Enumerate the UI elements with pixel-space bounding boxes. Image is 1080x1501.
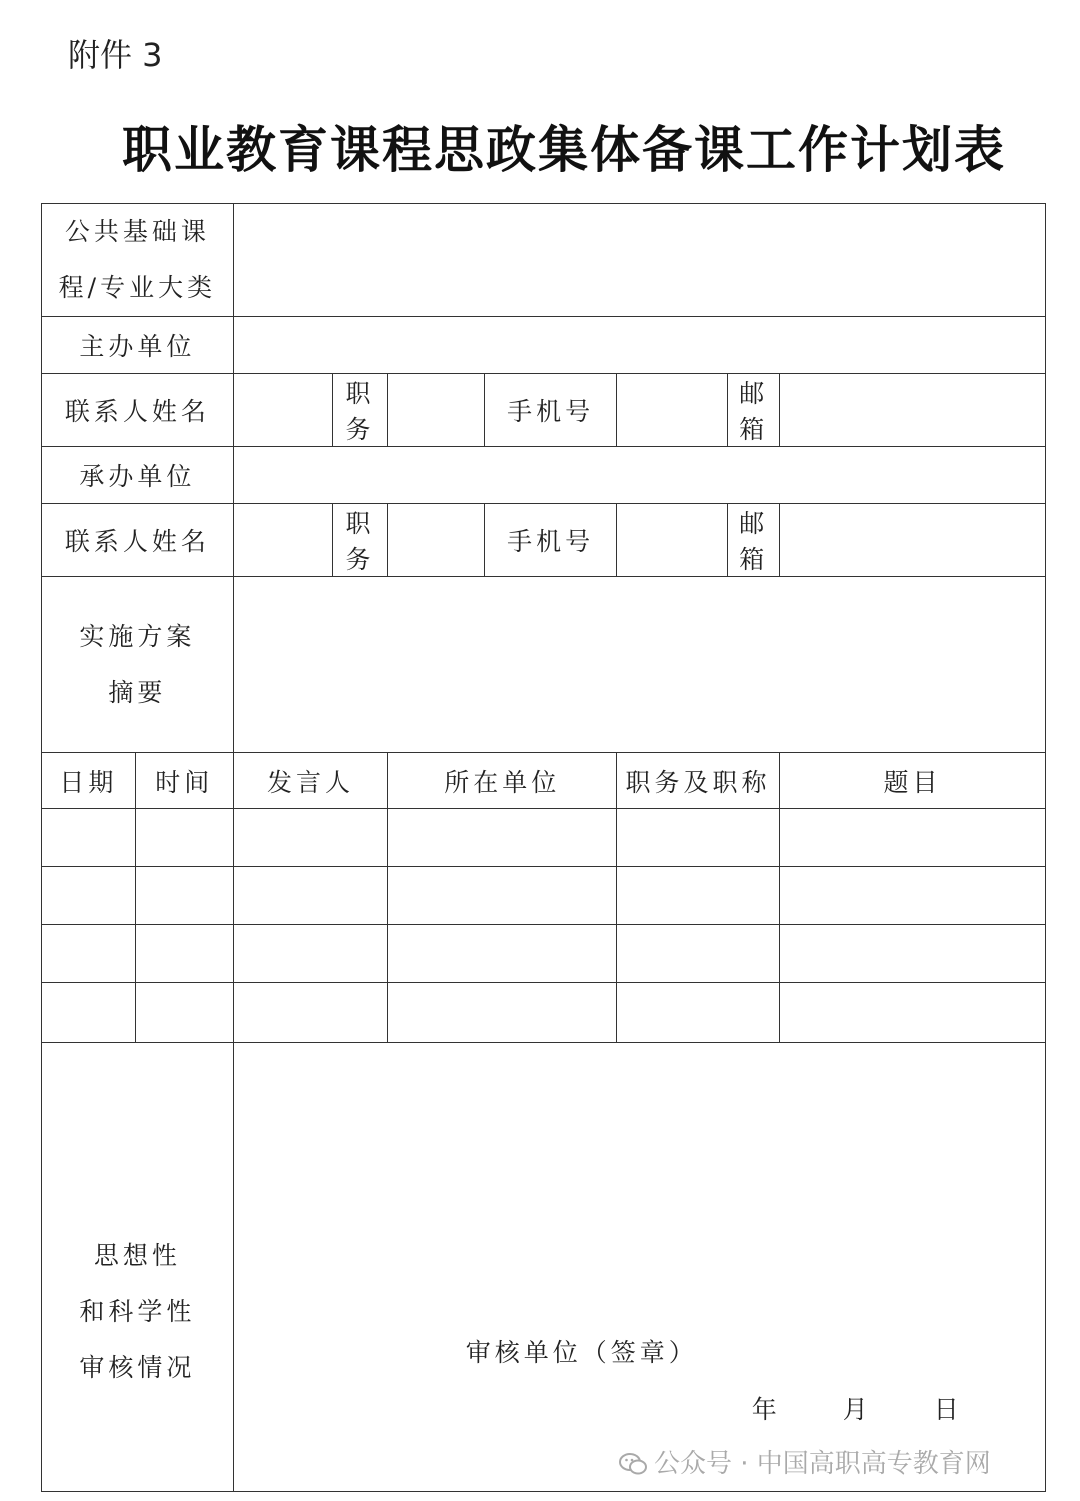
- course-category-label-line2: 程/专业大类: [58, 273, 217, 302]
- schedule-cell[interactable]: [388, 809, 617, 867]
- watermark-text: 公众号 · 中国高职高专教育网: [654, 1449, 991, 1479]
- plan-summary-label-line2: 摘要: [108, 677, 167, 707]
- schedule-cell[interactable]: [617, 925, 780, 983]
- schedule-cell[interactable]: [779, 867, 1045, 925]
- course-category-field[interactable]: [233, 204, 1045, 317]
- host-contact-email-field[interactable]: [779, 374, 1045, 447]
- host-contact-phone-field[interactable]: [617, 374, 728, 447]
- schedule-cell[interactable]: [135, 809, 233, 867]
- schedule-cell[interactable]: [779, 983, 1045, 1043]
- schedule-header-unit: 所在单位: [388, 753, 617, 809]
- review-label-line2: 和科学性: [79, 1297, 196, 1326]
- organizer-contact-name-label: 联系人姓名: [42, 504, 234, 577]
- page-title: 职业教育课程思政集体备课工作计划表: [122, 121, 1006, 179]
- schedule-cell[interactable]: [779, 809, 1045, 867]
- course-category-label-cell: [42, 204, 234, 317]
- organizer-contact-phone-field[interactable]: [617, 504, 728, 577]
- schedule-cell[interactable]: [617, 809, 780, 867]
- organizer-contact-position-field[interactable]: [388, 504, 485, 577]
- schedule-cell[interactable]: [233, 983, 388, 1043]
- schedule-cell[interactable]: [135, 983, 233, 1043]
- review-label-cell: [42, 1043, 234, 1492]
- schedule-header-date: 日期: [42, 753, 136, 809]
- host-contact-name-label: 联系人姓名: [42, 374, 234, 447]
- organizer-contact-position-label: 职务: [332, 504, 388, 577]
- review-label-line3: 审核情况: [79, 1353, 196, 1382]
- attachment-label: 附件 3: [68, 36, 163, 74]
- organizer-unit-field[interactable]: [233, 447, 1045, 504]
- review-label-line1: 思想性: [93, 1241, 181, 1270]
- schedule-cell[interactable]: [388, 867, 617, 925]
- host-contact-phone-label: 手机号: [485, 374, 617, 447]
- organizer-contact-phone-label: 手机号: [485, 504, 617, 577]
- schedule-header-speaker: 发言人: [233, 753, 388, 809]
- host-contact-name-field[interactable]: [233, 374, 332, 447]
- wechat-icon: [618, 1452, 648, 1476]
- schedule-header-topic: 题目: [779, 753, 1045, 809]
- plan-summary-label-line1: 实施方案: [79, 621, 196, 651]
- schedule-cell[interactable]: [617, 983, 780, 1043]
- watermark: [618, 1443, 991, 1480]
- schedule-row: [42, 867, 1046, 925]
- course-category-label-line1: 公共基础课: [64, 217, 210, 246]
- date-year-label: 年: [751, 1395, 781, 1424]
- plan-form-table: [41, 203, 1046, 1492]
- date-day-label: 日: [933, 1395, 963, 1424]
- schedule-cell[interactable]: [42, 809, 136, 867]
- plan-summary-field[interactable]: [233, 577, 1045, 753]
- organizer-unit-label: 承办单位: [42, 447, 234, 504]
- schedule-cell[interactable]: [42, 867, 136, 925]
- schedule-row: [42, 925, 1046, 983]
- schedule-cell[interactable]: [135, 925, 233, 983]
- schedule-cell[interactable]: [233, 925, 388, 983]
- schedule-cell[interactable]: [233, 867, 388, 925]
- host-contact-email-label: 邮箱: [728, 374, 780, 447]
- organizer-contact-name-field[interactable]: [233, 504, 332, 577]
- schedule-header-time: 时间: [135, 753, 233, 809]
- organizer-contact-email-field[interactable]: [779, 504, 1045, 577]
- schedule-cell[interactable]: [617, 867, 780, 925]
- organizer-contact-email-label: 邮箱: [728, 504, 780, 577]
- review-date: [752, 1390, 963, 1426]
- host-contact-position-label: 职务: [332, 374, 388, 447]
- schedule-header-position-title: 职务及职称: [617, 753, 780, 809]
- host-contact-position-field[interactable]: [388, 374, 485, 447]
- review-unit-signature-label: 审核单位（签章）: [465, 1338, 698, 1367]
- host-unit-label: 主办单位: [42, 317, 234, 374]
- date-month-label: 月: [842, 1395, 872, 1424]
- schedule-cell[interactable]: [135, 867, 233, 925]
- review-content-cell[interactable]: [233, 1043, 1045, 1492]
- schedule-cell[interactable]: [388, 925, 617, 983]
- schedule-row: [42, 983, 1046, 1043]
- schedule-cell[interactable]: [233, 809, 388, 867]
- schedule-cell[interactable]: [388, 983, 617, 1043]
- host-unit-field[interactable]: [233, 317, 1045, 374]
- schedule-cell[interactable]: [42, 925, 136, 983]
- schedule-cell[interactable]: [42, 983, 136, 1043]
- schedule-cell[interactable]: [779, 925, 1045, 983]
- plan-summary-label-cell: [42, 577, 234, 753]
- schedule-row: [42, 809, 1046, 867]
